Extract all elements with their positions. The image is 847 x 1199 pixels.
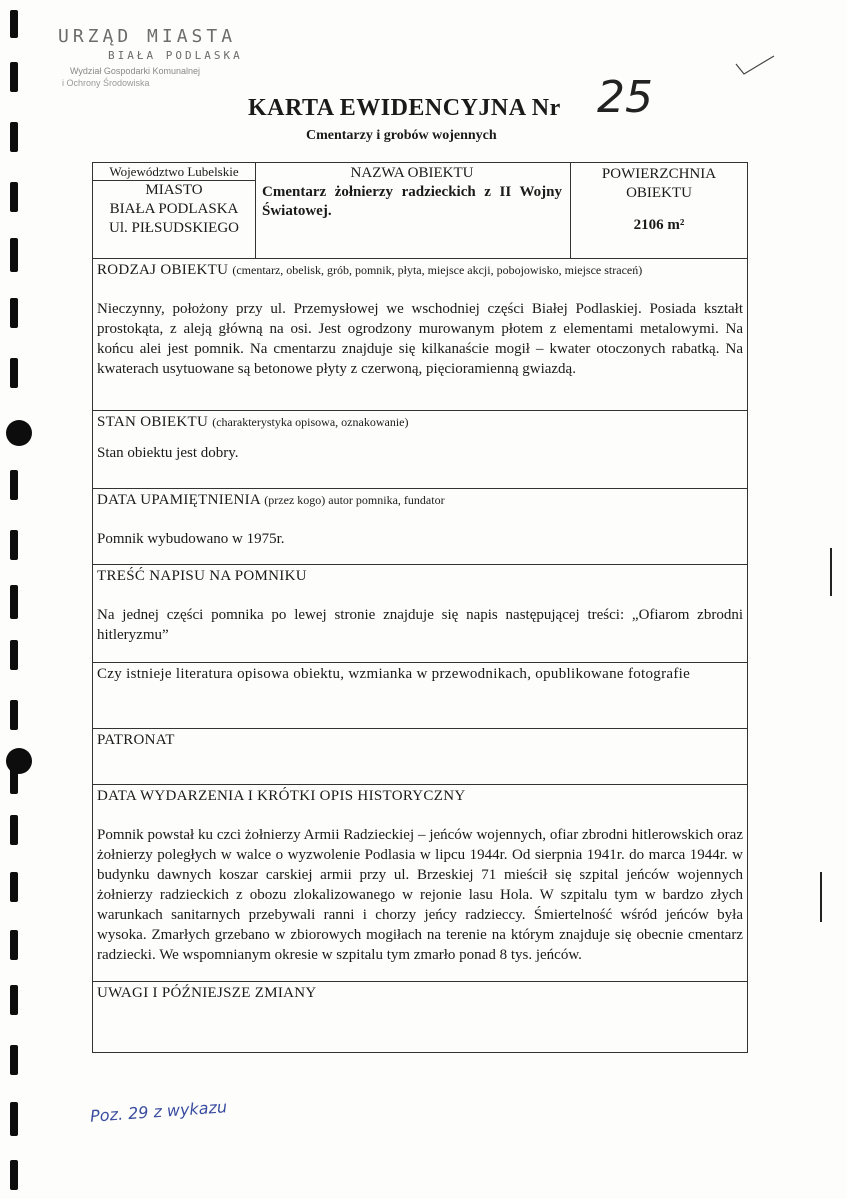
binder-mark [10, 238, 18, 272]
binder-mark [10, 640, 18, 670]
section-body: Stan obiektu jest dobry. [97, 445, 239, 461]
voivodeship: Województwo Lubelskie [93, 163, 255, 181]
binder-mark [10, 872, 18, 902]
binder-mark [10, 930, 18, 960]
record-form [92, 162, 748, 1053]
section-label: TREŚĆ NAPISU NA POMNIKU [97, 568, 307, 584]
binder-mark [10, 585, 18, 619]
binder-mark [10, 62, 18, 92]
section-notes [93, 982, 747, 1052]
binder-mark [10, 985, 18, 1015]
section-label: UWAGI I PÓŹNIEJSZE ZMIANY [97, 985, 317, 1001]
object-name-cell [256, 163, 571, 258]
margin-pen-line [820, 872, 822, 922]
section-hint: (cmentarz, obelisk, grób, pomnik, płyta, miejsce akcji, pobojowisko, miejsce straceń) [232, 263, 643, 277]
section-label: Czy istnieje literatura opisowa obiektu, wzmianka w przewodnikach, opublikowane fotografie [97, 666, 691, 682]
section-label: DATA UPAMIĘTNIENIA [97, 492, 261, 508]
document-title: KARTA EWIDENCYJNA Nr [248, 95, 561, 121]
street: Ul. PIŁSUDSKIEGO [108, 220, 239, 236]
section-label: PATRONAT [97, 732, 175, 748]
city-label: MIASTO [145, 182, 203, 198]
area-value: 2106 m² [633, 217, 685, 233]
handwritten-note: Poz. 29 z wykazu [89, 1097, 228, 1126]
city-name: BIAŁA PODLASKA [109, 201, 239, 217]
section-patronage [93, 729, 747, 785]
section-hint: (przez kogo) autor pomnika, fundator [264, 493, 445, 507]
card-number: 25 [597, 72, 653, 123]
object-name: Cmentarz żołnierzy radzieckich z II Wojny Światowej. [262, 184, 562, 219]
binder-mark [10, 1045, 18, 1075]
binder-mark [10, 182, 18, 212]
binder-mark [10, 298, 18, 328]
office-stamp [58, 26, 268, 88]
section-hint: (charakterystyka opisowa, oznakowanie) [212, 415, 409, 429]
binder-mark [10, 530, 18, 560]
stamp-line: Wydział Gospodarki Komunalnej [70, 66, 200, 76]
section-commemoration-date [93, 489, 747, 565]
section-label: DATA WYDARZENIA I KRÓTKI OPIS HISTORYCZNY [97, 788, 466, 804]
section-inscription [93, 565, 747, 663]
section-label: STAN OBIEKTU [97, 414, 209, 430]
section-body: Pomnik powstał ku czci żołnierzy Armii Radzieckiej – jeńców wojennych, ofiar zbrodni hitlerowskich oraz żołnierzy poległych w walce o wyzwolenie Podlasia w lipcu 1944r. Od sierpnia 1941r. do marca 1944r. w budynku dawnych koszar carskiej armii przy ul. Brzeskiej 71 mieścił się szpital jeńców wojennych żołnierzy radzieckich z obozu zlokalizowanego w rejonie lasu Hola. W szpitalu tym w bardzo złych warunkach sanitarnych przebywali ranni i chorzy jeńcy radzieccy. Śmiertelność wśród jeńców była wysoka. Zmarłych grzebano w zbiorowych mogiłach na terenie na którym znajduje się obecnie cmentarz radziecki. We wspomnianym okresie w szpitalu tym zmarło ponad 8 tys. jeńców. [97, 827, 743, 963]
location-cell [93, 163, 256, 258]
area-label: POWIERZCHNIA OBIEKTU [601, 166, 717, 201]
stamp-line: i Ochrony Środowiska [62, 78, 150, 88]
binder-mark [10, 358, 18, 388]
header-row [93, 163, 747, 259]
binder-mark [10, 122, 18, 152]
binder-mark [10, 1102, 18, 1136]
section-object-state [93, 411, 747, 489]
binder-mark [10, 815, 18, 845]
binder-mark [10, 1160, 18, 1190]
section-body: Nieczynny, położony przy ul. Przemysłowej we wschodniej części Białej Podlaskiej. Posiada kształt prostokąta, z aleją główną na osi. Jest ogrodzony murowanym płotem z elementami metalowymi. Na końcu alei jest pomnik. Na cmentarzu znajduje się kilkanaście mogił – kwater otoczonych rabatką. Na kwaterach usytuowane są betonowe płyty z czerwoną, pięcioramienną gwiazdą. [97, 301, 743, 377]
section-object-type [93, 259, 747, 411]
binder-mark [10, 10, 18, 38]
binder-mark [10, 760, 18, 794]
document-subtitle: Cmentarzy i grobów wojennych [306, 128, 497, 143]
section-history [93, 785, 747, 982]
section-body: Pomnik wybudowano w 1975r. [97, 531, 285, 547]
margin-pen-line [830, 548, 832, 596]
section-literature [93, 663, 747, 729]
binder-blob [6, 420, 32, 446]
binder-mark [10, 470, 18, 500]
section-label: RODZAJ OBIEKTU [97, 262, 229, 278]
stamp-line: URZĄD MIASTA [58, 26, 237, 47]
binder-mark [10, 700, 18, 730]
section-body: Na jednej części pomnika po lewej stronie znajduje się napis następującej treści: „Ofiarom zbrodni hitleryzmu” [97, 607, 743, 643]
checkmark-icon [734, 54, 776, 78]
stamp-line: BIAŁA PODLASKA [108, 49, 243, 62]
area-cell [571, 163, 747, 258]
object-name-label: NAZWA OBIEKTU [350, 165, 474, 181]
